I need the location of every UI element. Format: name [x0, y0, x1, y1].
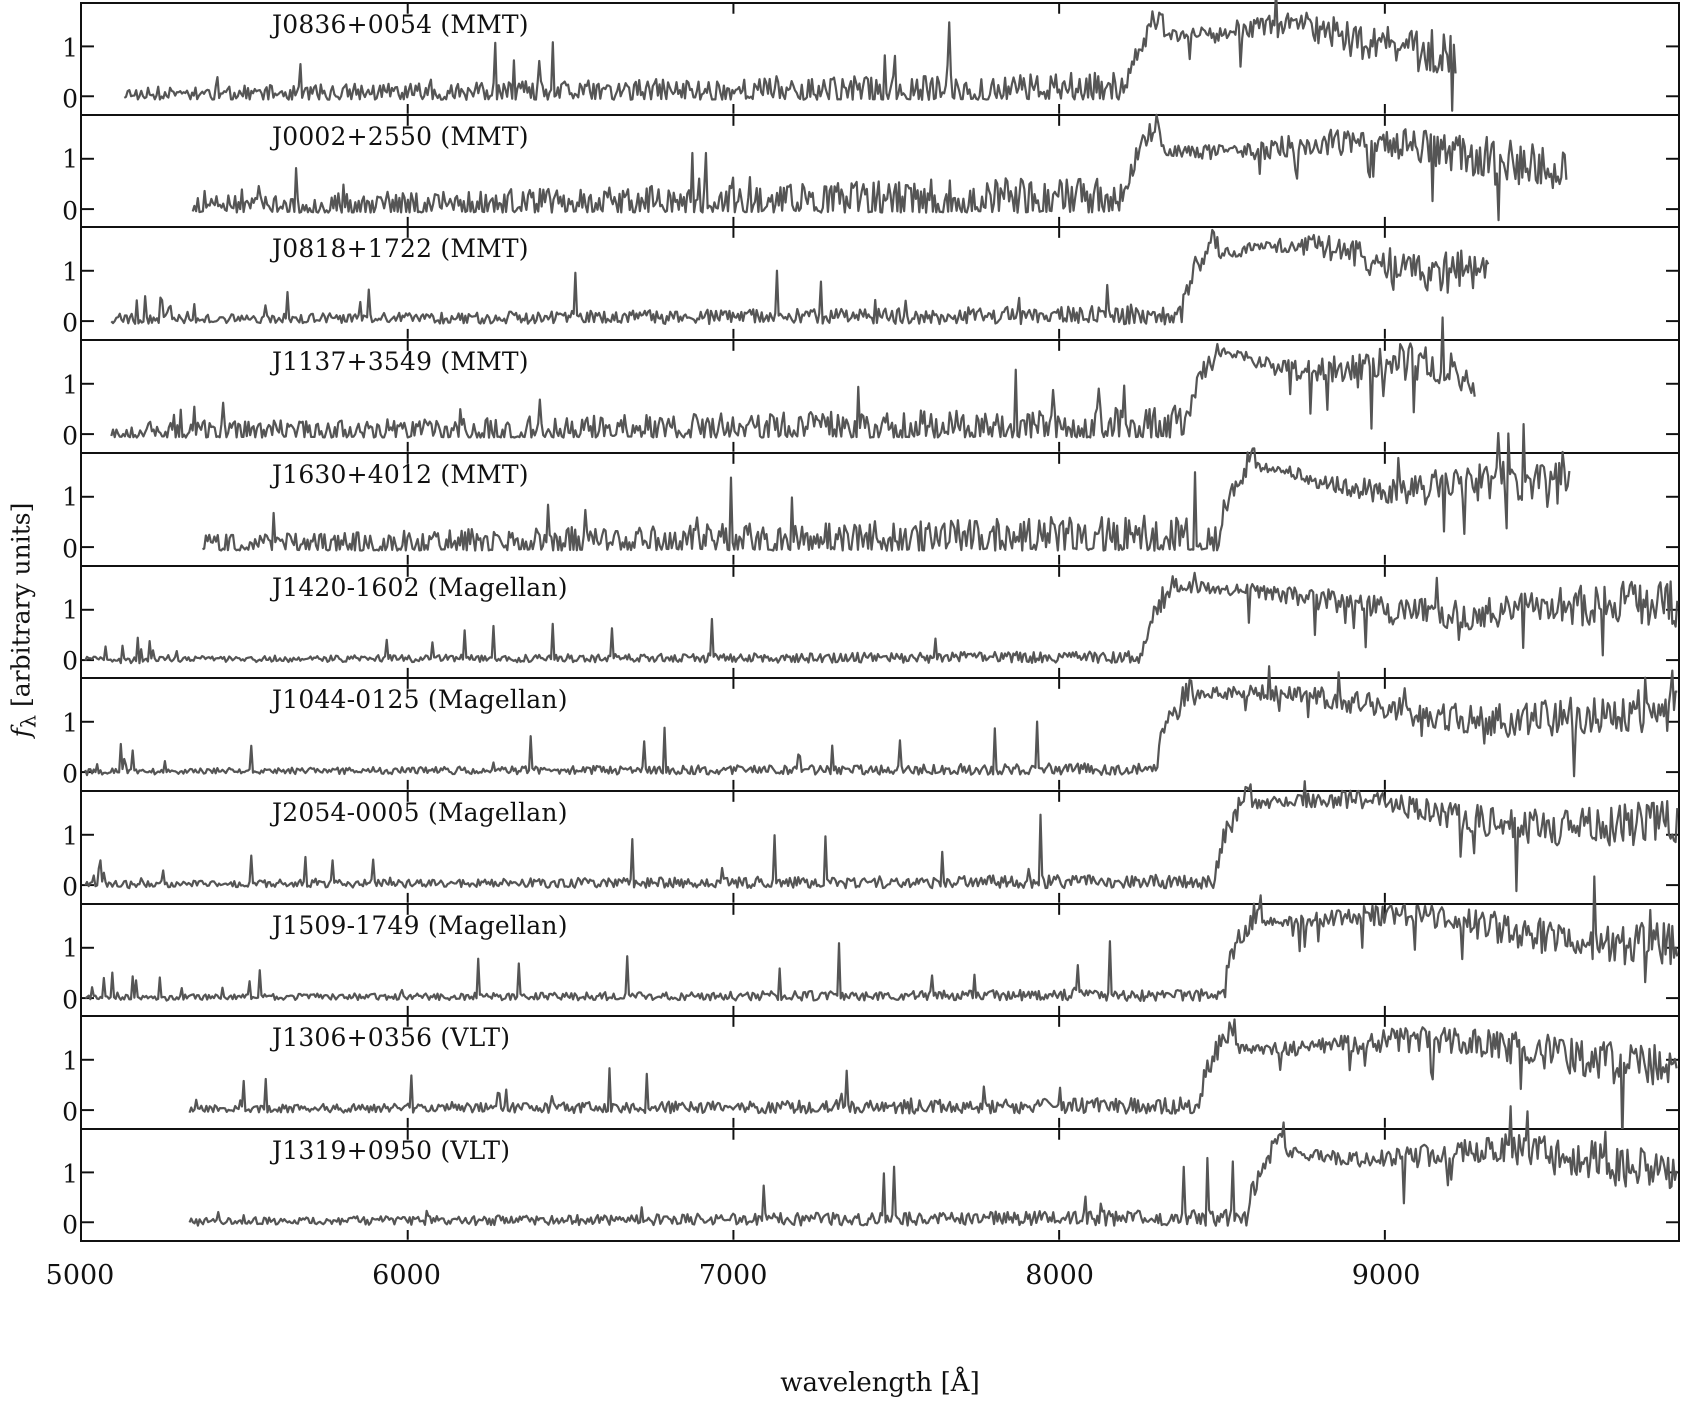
y-tick-label: 0: [62, 759, 78, 789]
spectrum-panel-j1306+0356: [62, 1016, 1680, 1129]
spectrum-panel-j1137+3549: [62, 340, 1680, 453]
y-tick-label: 0: [62, 534, 78, 564]
x-tick-label: 9000: [1351, 1260, 1421, 1291]
y-axis-label: [6, 0, 40, 1240]
y-tick-label: 0: [62, 308, 78, 338]
y-tick-label: 1: [62, 595, 78, 625]
y-tick-label: 1: [62, 933, 78, 963]
spectrum-panel-j1509-1749: [62, 904, 1680, 1017]
x-axis-label-text: wavelength [Å]: [780, 1368, 980, 1398]
spectrum-panel-j0836+0054: [62, 2, 1680, 115]
y-tick-label: 1: [62, 370, 78, 400]
y-tick-label: 1: [62, 1159, 78, 1189]
spectrum-panel-j1630+4012: [62, 453, 1680, 566]
y-tick-label: 1: [62, 257, 78, 287]
spectrum-panel-j2054-0005: [62, 791, 1680, 904]
panel-label-j1137+3549: J1137+3549 (MMT): [272, 347, 529, 377]
y-tick-label: 1: [62, 33, 78, 63]
x-tick-label: 6000: [372, 1260, 441, 1291]
y-tick-label: 0: [62, 84, 78, 114]
x-axis: [45, 1242, 1680, 1302]
y-tick-label: 0: [62, 872, 78, 902]
panel-stack: [62, 2, 1680, 1242]
x-axis-label: [80, 1368, 1680, 1398]
panel-label-j0836+0054: J0836+0054 (MMT): [272, 10, 529, 39]
y-tick-label: 0: [62, 985, 78, 1015]
y-tick-label: 1: [62, 1046, 78, 1076]
y-tick-label: 1: [62, 144, 78, 174]
x-tick-label: 5000: [45, 1260, 115, 1291]
y-tick-label: 0: [62, 421, 78, 451]
spectrum-panel-j0818+1722: [62, 227, 1680, 340]
y-tick-label: 1: [62, 482, 78, 512]
y-tick-label: 1: [62, 821, 78, 851]
spectrum-panel-j1420-1602: [62, 566, 1680, 679]
panel-label-j1509-1749: J1509-1749 (Magellan): [272, 910, 568, 940]
spectrum-panel-j1044-0125: [62, 678, 1680, 791]
y-tick-label: 0: [62, 1097, 78, 1127]
panel-label-j0002+2550: J0002+2550 (MMT): [272, 121, 529, 151]
panel-label-j1319+0950: J1319+0950 (VLT): [272, 1136, 511, 1166]
y-tick-label: 0: [62, 1210, 78, 1240]
spectrum-panel-j0002+2550: [62, 115, 1680, 228]
spectrum-panel-j1319+0950: [62, 1129, 1680, 1242]
y-tick-label: 0: [62, 646, 78, 676]
panel-label-j0818+1722: J0818+1722 (MMT): [272, 234, 529, 264]
x-tick-label: 8000: [1025, 1260, 1094, 1291]
spectrum-line: [85, 667, 1677, 777]
panel-label-j1044-0125: J1044-0125 (Magellan): [272, 685, 568, 715]
panel-label-j1306+0356: J1306+0356 (VLT): [272, 1023, 511, 1053]
panel-label-j1420-1602: J1420-1602 (Magellan): [272, 572, 568, 602]
y-tick-label: 1: [62, 708, 78, 738]
y-tick-label: 0: [62, 196, 78, 225]
panel-label-j2054-0005: J2054-0005 (Magellan): [272, 798, 568, 828]
y-axis-label-text: $f_\lambda$ [arbitrary units]: [6, 502, 40, 738]
panel-label-j1630+4012: J1630+4012 (MMT): [272, 459, 529, 489]
x-tick-label: 7000: [698, 1260, 768, 1291]
